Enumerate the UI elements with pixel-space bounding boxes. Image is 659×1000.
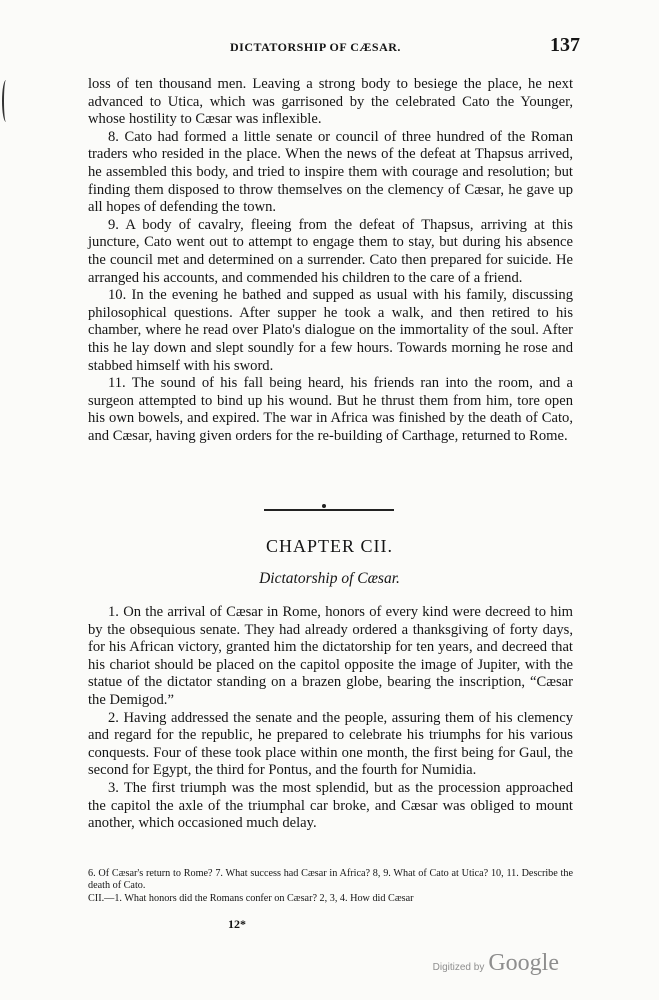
google-logo: Google [488,950,559,976]
footnote: CII.—1. What honors did the Romans confer on Cæsar? 2, 3, 4. How did Cæsar [88,892,414,904]
paragraph: 8. Cato had formed a little senate or council of three hundred of the Roman traders who resided in the place. When the news of the defeat at Thapsus arrived, he assembled this body, and tried to inspire them with courage and resolution; but finding them disposed to throw themselves on the clemency of Cæsar, he gave up all hopes of defending the town. [88,128,573,216]
page-header [80,34,580,60]
footnote: 6. Of Cæsar's return to Rome? 7. What success had Cæsar in Africa? 8, 9. What of Cato at Utica? 10, 11. Describe the death of Cato. [88,868,573,892]
chapter-subtitle: Dictatorship of Cæsar. [259,570,400,587]
section-divider [264,509,394,511]
running-title: DICTATORSHIP OF CÆSAR. [230,40,401,54]
paragraph: 9. A body of cavalry, fleeing from the defeat of Thapsus, arriving at this juncture, Cato went out to attempt to engage them to stay, but during his absence the council met and determined on a surrender. Cato then prepared for suicide. He arranged his accounts, and commended his children to the care of a friend. [88,216,573,286]
body-text [88,76,573,445]
paragraph: 11. The sound of his fall being heard, his friends ran into the room, and a surgeon attempted to bind up his wound. But he thrust them from him, tore open his own bowels, and expired. The war in Africa was finished by the death of Cato, and Cæsar, having given orders for the re-building of Carthage, returned to Rome. [88,375,573,444]
page-number: 137 [550,34,580,56]
paragraph: 2. Having addressed the senate and the people, assuring them of his clemency and regard for the republic, he prepared to celebrate his triumphs for his various conquests. Four of these took place within one month, the first being for Gaul, the second for Egypt, the third for Pontus, and the fourth for Numidia. [88,709,573,779]
paragraph: loss of ten thousand men. Leaving a strong body to besiege the place, he next advanced to Utica, which was garrisoned by the celebrated Cato the Younger, whose hostility to Cæsar was inflexible. [88,76,573,128]
signature-mark: 12* [228,917,246,931]
digitized-watermark [433,950,559,977]
paragraph: 10. In the evening he bathed and supped as usual with his family, discussing philosophical questions. After supper he took a walk, and then retired to his chamber, where he read over Plato's dialogue on the immortality of the soul. After this he lay down and slept soundly for a few hours. Towards morning he rose and stabbed himself with his sword. [88,287,573,374]
footnotes [88,868,573,905]
watermark-prefix: Digitized by [432,962,485,973]
binding-mark [2,80,10,122]
chapter-heading: CHAPTER CII. [265,536,393,556]
paragraph: 1. On the arrival of Cæsar in Rome, honors of every kind were decreed to him by the obsequious senate. They had already ordered a thanksgiving of forty days, for his African victory, granted him the dictatorship for ten years, and decreed that his chariot should be placed on the capitol opposite the image of Jupiter, with the statue of the dictator standing on a brazen globe, bearing the inscription, “Cæsar the Demigod.” [88,604,573,708]
chapter-body-text [88,604,573,833]
paragraph: 3. The first triumph was the most splendid, but as the procession approached the capitol the axle of the triumphal car broke, and Cæsar was obliged to mount another, which occasioned much delay. [88,779,573,832]
